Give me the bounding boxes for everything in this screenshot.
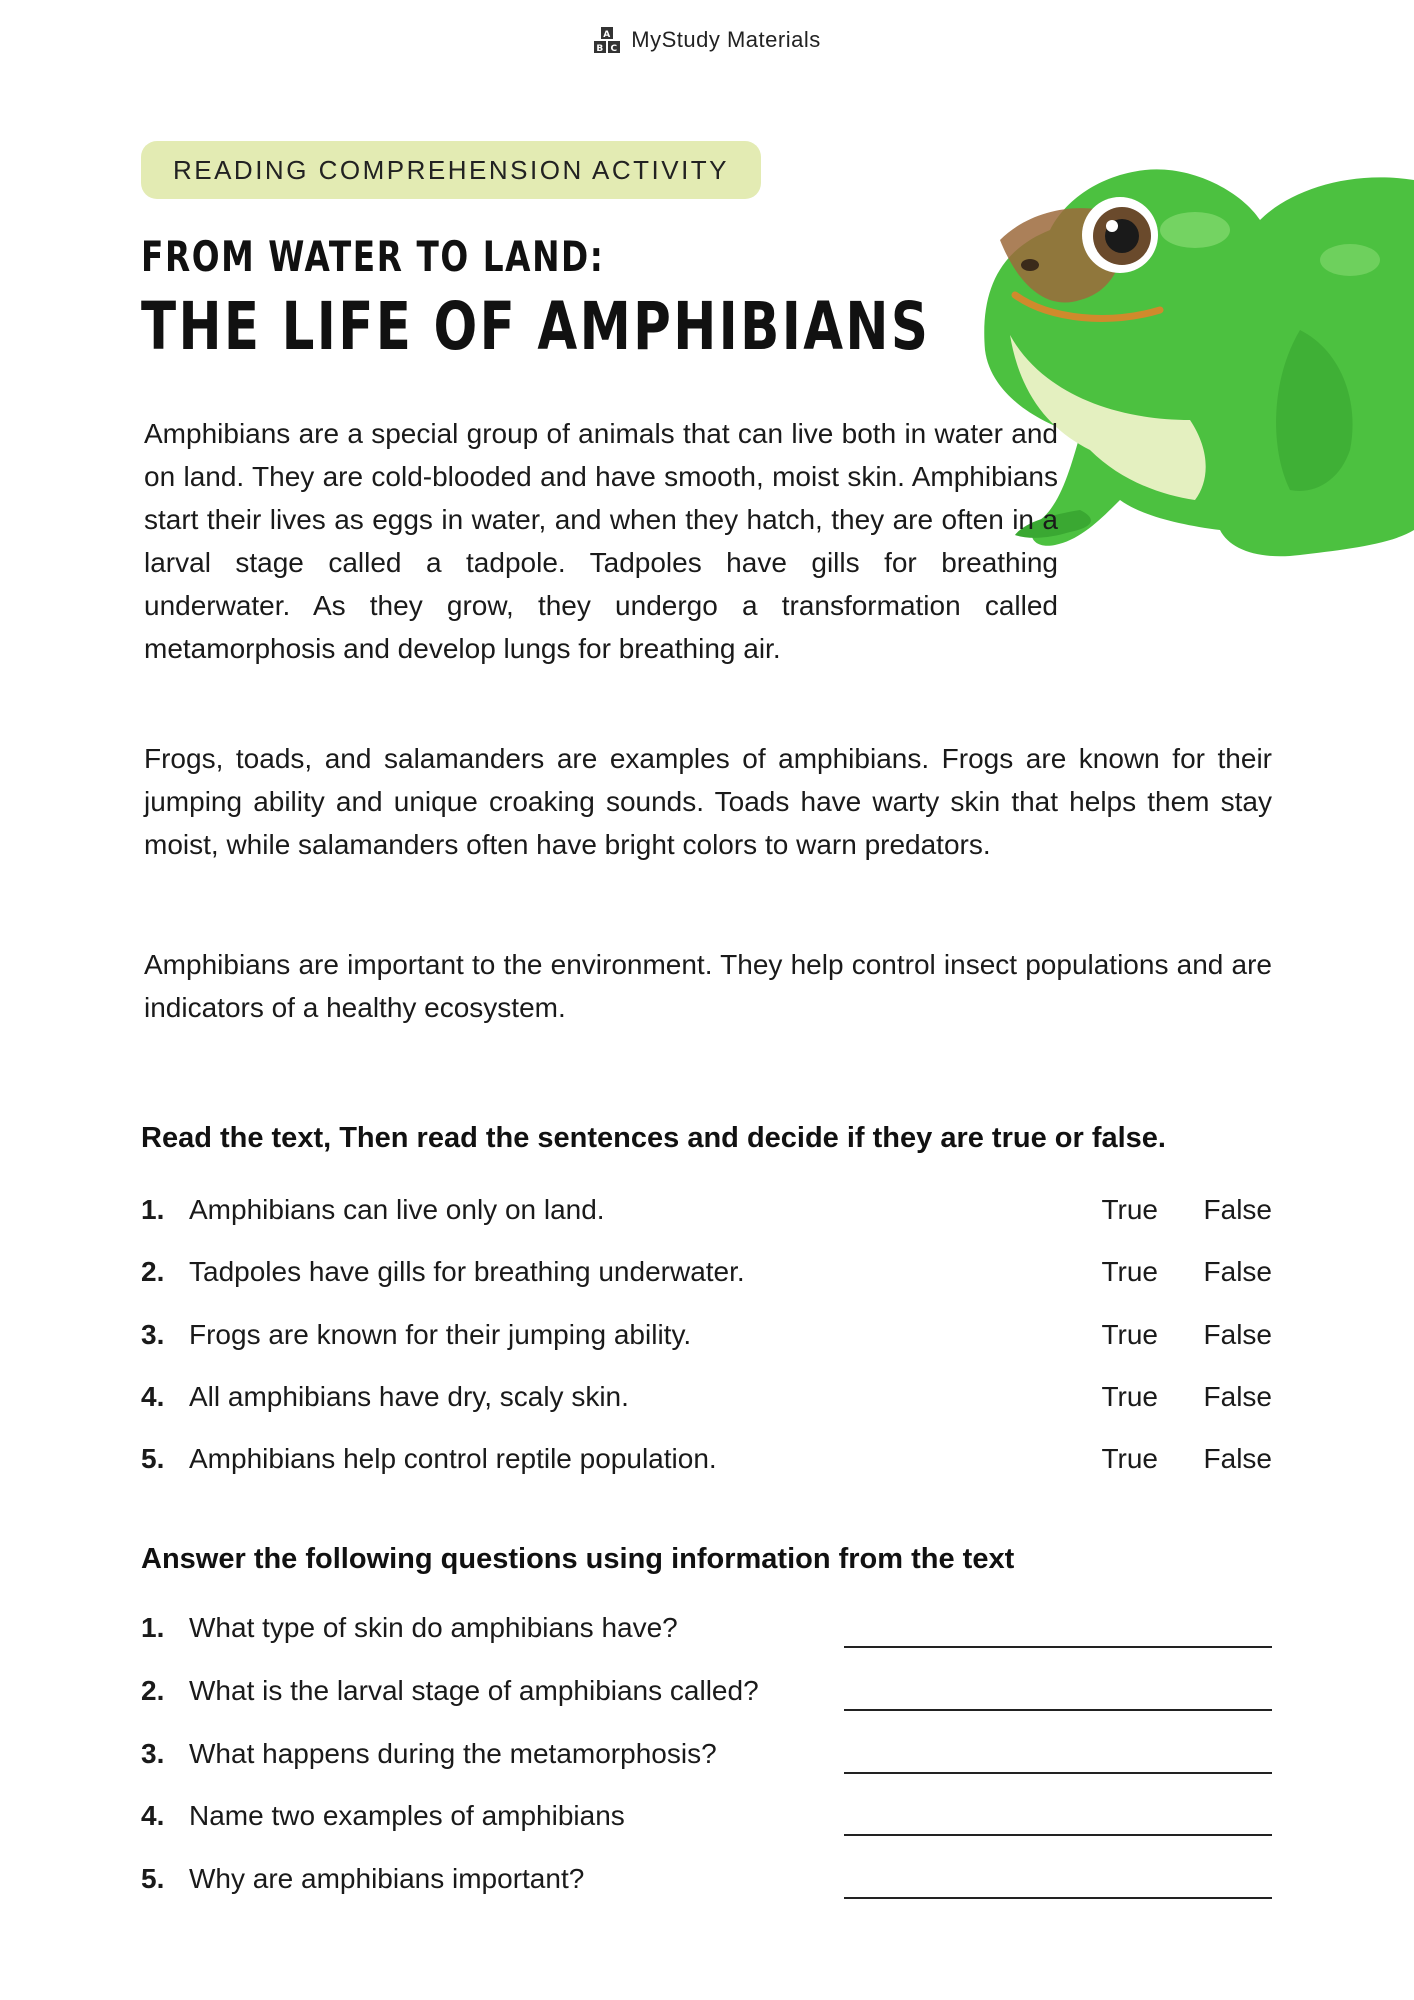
item-number: 4. <box>141 1381 165 1412</box>
true-false-item <box>141 1190 1272 1230</box>
answer-line[interactable] <box>844 1834 1272 1836</box>
false-option[interactable]: False <box>1203 1319 1272 1350</box>
item-number: 1. <box>141 1194 165 1225</box>
true-false-item <box>141 1439 1272 1479</box>
question-text: Name two examples of amphibians <box>189 1800 625 1831</box>
true-option[interactable]: True <box>1101 1319 1158 1350</box>
false-option[interactable]: False <box>1203 1381 1272 1412</box>
statement-text: Tadpoles have gills for breathing underwater. <box>189 1256 745 1287</box>
statement-text: Amphibians help control reptile population. <box>189 1443 717 1474</box>
questions-instruction: Answer the following questions using information from the text <box>141 1543 1015 1575</box>
question-item <box>141 1608 1272 1648</box>
answer-line[interactable] <box>844 1772 1272 1774</box>
question-item <box>141 1796 1272 1836</box>
abc-blocks-icon <box>593 26 621 54</box>
question-item <box>141 1734 1272 1774</box>
header-brand <box>0 26 1414 54</box>
question-text: What is the larval stage of amphibians called? <box>189 1675 759 1706</box>
item-number: 5. <box>141 1443 165 1474</box>
item-number: 2. <box>141 1675 165 1706</box>
true-false-instruction: Read the text, Then read the sentences and decide if they are true or false. <box>141 1122 1166 1154</box>
item-number: 3. <box>141 1319 165 1350</box>
page-title: THE LIFE OF AMPHIBIANS <box>141 288 931 365</box>
svg-text:C: C <box>610 44 618 54</box>
true-option[interactable]: True <box>1101 1256 1158 1287</box>
answer-line[interactable] <box>844 1897 1272 1899</box>
true-option[interactable]: True <box>1101 1381 1158 1412</box>
item-number: 1. <box>141 1612 165 1643</box>
statement-text: Frogs are known for their jumping ability. <box>189 1319 692 1350</box>
paragraph-examples: Frogs, toads, and salamanders are examples of amphibians. Frogs are known for their jumping ability and unique croaking sounds. Toads have warty skin that helps them stay moist, while salamanders often have bright colors to warn predators. <box>144 743 1272 860</box>
item-number: 2. <box>141 1256 165 1287</box>
svg-text:A: A <box>603 30 611 40</box>
title-line-1: FROM WATER TO LAND: <box>141 232 605 281</box>
question-item <box>141 1859 1272 1899</box>
question-text: Why are amphibians important? <box>189 1863 585 1894</box>
answer-line[interactable] <box>844 1709 1272 1711</box>
question-item <box>141 1671 1272 1711</box>
true-option[interactable]: True <box>1101 1443 1158 1474</box>
paragraph-importance: Amphibians are important to the environment. They help control insect populations and are indicators of a healthy ecosystem. <box>144 949 1272 1023</box>
activity-badge: READING COMPREHENSION ACTIVITY <box>141 141 761 199</box>
item-number: 4. <box>141 1800 165 1831</box>
statement-text: Amphibians can live only on land. <box>189 1194 605 1225</box>
paragraph-intro: Amphibians are a special group of animals that can live both in water and on land. They are cold-blooded and have smooth, moist skin. Amphibians start their lives as eggs in water, and when they hatch, they are often in a larval stage called a tadpole. Tadpoles have gills for breathing underwater. As they grow, they undergo a transformation called metamorphosis and develop lungs for breathing air. <box>144 418 1058 664</box>
answer-line[interactable] <box>844 1646 1272 1648</box>
svg-text:B: B <box>596 44 604 54</box>
statement-text: All amphibians have dry, scaly skin. <box>189 1381 629 1412</box>
true-false-item <box>141 1315 1272 1355</box>
true-false-item <box>141 1252 1272 1292</box>
true-false-item <box>141 1377 1272 1417</box>
question-text: What type of skin do amphibians have? <box>189 1612 678 1643</box>
false-option[interactable]: False <box>1203 1194 1272 1225</box>
true-option[interactable]: True <box>1101 1194 1158 1225</box>
brand-name: MyStudy Materials <box>631 27 821 52</box>
question-text: What happens during the metamorphosis? <box>189 1738 717 1769</box>
false-option[interactable]: False <box>1203 1443 1272 1474</box>
false-option[interactable]: False <box>1203 1256 1272 1287</box>
item-number: 5. <box>141 1863 165 1894</box>
item-number: 3. <box>141 1738 165 1769</box>
